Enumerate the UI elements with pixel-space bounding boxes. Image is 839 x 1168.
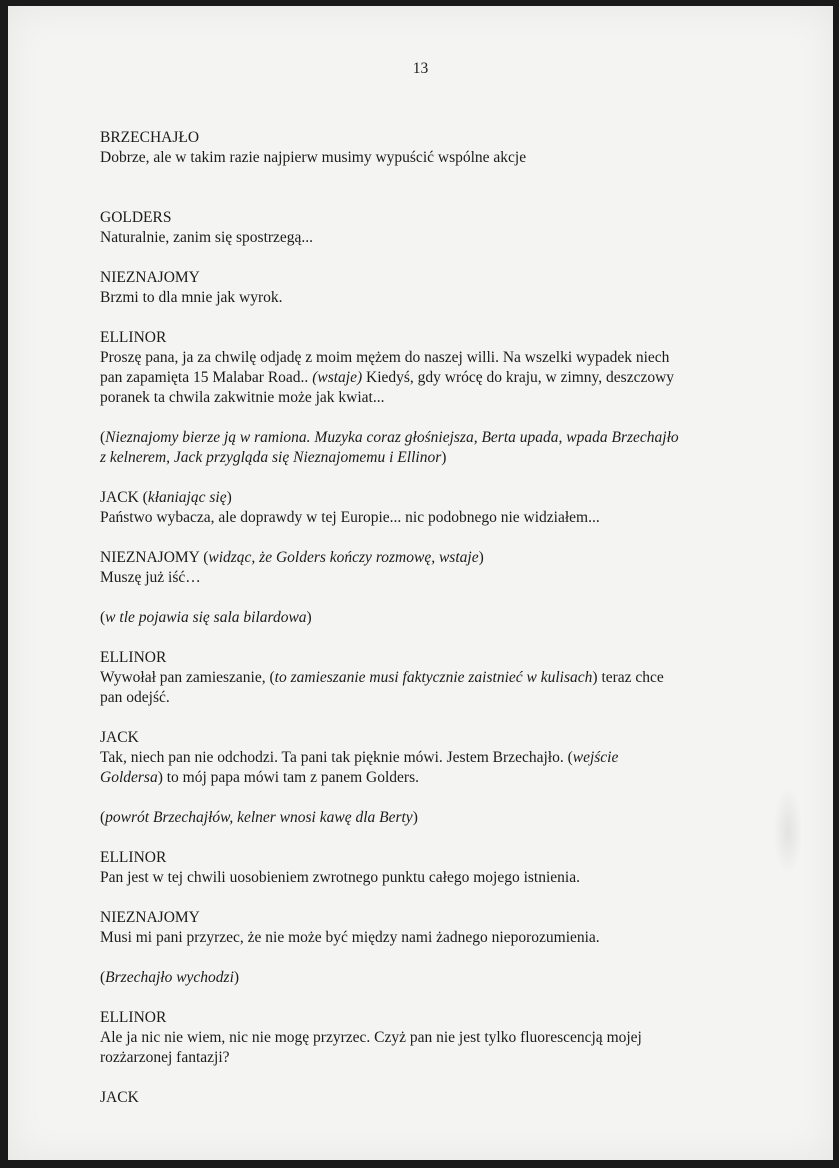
dialogue-line: Brzmi to dla mnie jak wyrok.	[100, 289, 283, 306]
speaker-name: JACK (kłaniając się)	[100, 489, 232, 506]
speaker-name: NIEZNAJOMY	[100, 909, 200, 926]
dialogue-text: teraz chce	[601, 669, 664, 686]
dialogue-line: Państwo wybacza, ale doprawdy w tej Europie... nic podobnego nie widziałem...	[100, 509, 600, 526]
script-body	[100, 128, 720, 1128]
page-number: 13	[412, 60, 429, 77]
dialogue-line: Goldersa) to mój papa mówi tam z panem Golders.	[100, 769, 419, 786]
speaker-name-text: NIEZNAJOMY	[100, 549, 200, 566]
speaker-name: NIEZNAJOMY (widząc, że Golders kończy rozmowę, wstaje)	[100, 549, 484, 566]
speaker-name: ELLINOR	[100, 1009, 167, 1026]
dialogue-block	[100, 488, 720, 528]
dialogue-block	[100, 908, 720, 948]
dialogue-block	[100, 128, 720, 168]
inline-stage-direction: Goldersa	[100, 769, 158, 786]
stage-direction-line: (Brzechajło wychodzi)	[100, 969, 240, 986]
dialogue-line: Pan jest w tej chwili uosobieniem zwrotnego punktu całego mojego istnienia.	[100, 869, 580, 886]
stage-direction-block	[100, 968, 720, 988]
dialogue-line: Musi mi pani przyrzec, że nie może być między nami żadnego nieporozumienia.	[100, 929, 600, 946]
dialogue-block	[100, 328, 720, 408]
speaker-name: GOLDERS	[100, 209, 172, 226]
speaker-direction: widząc, że Golders kończy rozmowę, wstaje	[208, 549, 479, 566]
dialogue-text: Tak, niech pan nie odchodzi. Ta pani tak pięknie mówi. Jestem Brzechajło.	[100, 749, 564, 766]
stage-direction-block	[100, 808, 720, 828]
dialogue-line: pan odejść.	[100, 689, 170, 706]
dialogue-line	[100, 368, 720, 388]
speaker-name: ELLINOR	[100, 649, 167, 666]
stage-direction-line: (Nieznajomy bierze ją w ramiona. Muzyka coraz głośniejsza, Berta upada, wpada Brzechajło	[100, 429, 679, 446]
dialogue-line: Ale ja nic nie wiem, nic nie mogę przyrzec. Czyż pan nie jest tylko fluorescencją mojej	[100, 1029, 642, 1046]
dialogue-block	[100, 648, 720, 708]
dialogue-text: pan zapamięta 15 Malabar Road..	[100, 369, 309, 386]
dialogue-line: Muszę już iść…	[100, 569, 201, 586]
stage-direction-line: (powrót Brzechajłów, kelner wnosi kawę dla Berty)	[100, 809, 418, 826]
dialogue-block	[100, 1008, 720, 1068]
speaker-name-text: JACK	[100, 489, 139, 506]
dialogue-text: Kiedyś, gdy wrócę do kraju, w zimny, deszczowy	[366, 369, 675, 386]
speaker-name: JACK	[100, 729, 139, 746]
document-page	[8, 6, 833, 1160]
dialogue-text: Wywołał pan zamieszanie,	[100, 669, 266, 686]
speaker-name: ELLINOR	[100, 849, 167, 866]
speaker-name: ELLINOR	[100, 329, 167, 346]
inline-stage-direction: wejście	[572, 749, 619, 766]
stage-direction-block	[100, 428, 720, 468]
stage-direction-text: z kelnerem, Jack przygląda się Nieznajomemu i Ellinor	[100, 449, 442, 466]
dialogue-block	[100, 268, 720, 308]
dialogue-line: Proszę pana, ja za chwilę odjadę z moim mężem do naszej willi. Na wszelki wypadek niech	[100, 349, 670, 366]
dialogue-line: Dobrze, ale w takim razie najpierw musimy wypuścić wspólne akcje	[100, 149, 527, 166]
stage-direction-block	[100, 608, 720, 628]
dialogue-line: Naturalnie, zanim się spostrzegą...	[100, 229, 314, 246]
dialogue-line: Tak, niech pan nie odchodzi. Ta pani tak pięknie mówi. Jestem Brzechajło. (wejście	[100, 749, 619, 766]
inline-stage-direction: (wstaje)	[312, 369, 363, 386]
paper-smudge	[773, 786, 803, 876]
dialogue-text: to mój papa mówi tam z panem Golders.	[166, 769, 419, 786]
dialogue-block	[100, 728, 720, 788]
dialogue-block	[100, 1088, 720, 1108]
inline-stage-direction: to zamieszanie musi faktycznie zaistnieć w kulisach	[274, 669, 593, 686]
speaker-name: BRZECHAJŁO	[100, 129, 200, 146]
dialogue-line: rozżarzonej fantazji?	[100, 1049, 230, 1066]
dialogue-line: poranek ta chwila zakwitnie może jak kwiat...	[100, 389, 385, 406]
stage-direction-text: Brzechajło wychodzi	[105, 969, 234, 986]
dialogue-line: Wywołał pan zamieszanie, (to zamieszanie musi faktycznie zaistnieć w kulisach) teraz chce	[100, 669, 664, 686]
stage-direction-line: z kelnerem, Jack przygląda się Nieznajomemu i Ellinor)	[100, 449, 447, 466]
dialogue-block	[100, 848, 720, 888]
speaker-name: JACK	[100, 1089, 139, 1106]
dialogue-block	[100, 548, 720, 588]
speaker-name: NIEZNAJOMY	[100, 269, 200, 286]
dialogue-block	[100, 208, 720, 248]
speaker-direction: kłaniając się	[147, 489, 227, 506]
stage-direction-text: powrót Brzechajłów, kelner wnosi kawę dla Berty	[105, 809, 413, 826]
stage-direction-text: w tle pojawia się sala bilardowa	[105, 609, 307, 626]
stage-direction-text: Nieznajomy bierze ją w ramiona. Muzyka coraz głośniejsza, Berta upada, wpada Brzechajło	[105, 429, 679, 446]
stage-direction-line: (w tle pojawia się sala bilardowa)	[100, 609, 312, 626]
